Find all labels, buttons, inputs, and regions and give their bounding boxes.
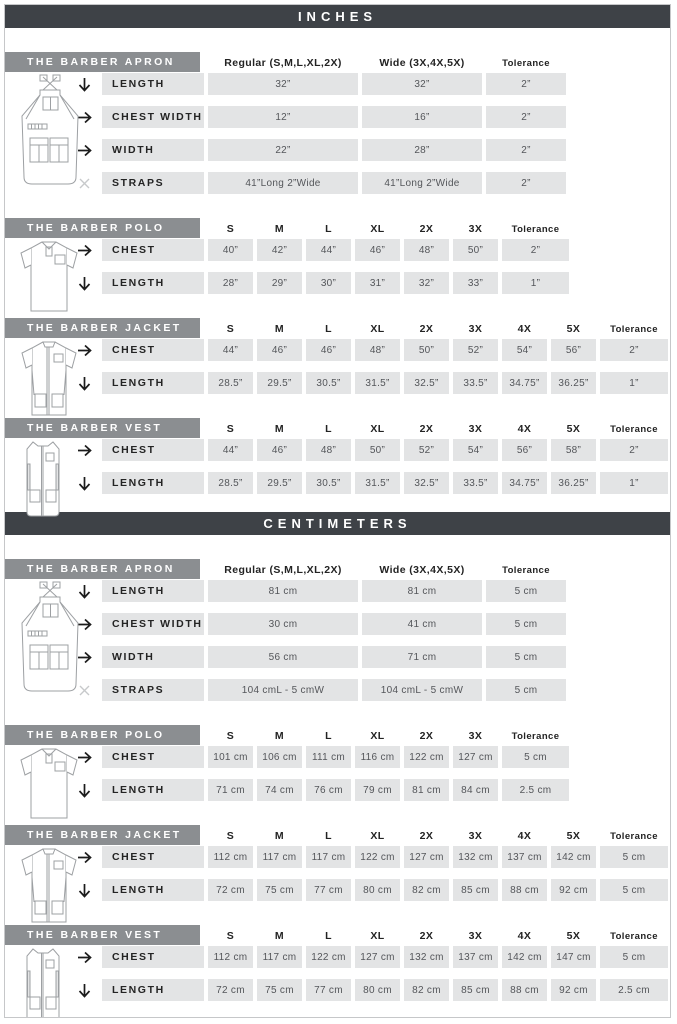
section-the-barber-vest-inches xyxy=(5,418,670,494)
column-header-xl: XL xyxy=(370,730,385,742)
column-header-3x: 3X xyxy=(468,730,483,742)
size-cell: 42” xyxy=(257,239,302,261)
size-cell: 56” xyxy=(551,339,596,361)
column-header-l: L xyxy=(325,323,332,335)
size-row-length xyxy=(70,272,670,294)
size-cell: 117 cm xyxy=(257,946,302,968)
section-title: THE BARBER JACKET xyxy=(5,825,200,845)
section-the-barber-apron-inches xyxy=(5,52,670,194)
row-label: STRAPS xyxy=(102,172,204,194)
size-row-straps xyxy=(70,679,670,701)
column-header-regular-s-m-l-xl-2x: Regular (S,M,L,XL,2X) xyxy=(224,57,342,69)
section-title: THE BARBER VEST xyxy=(5,925,200,945)
column-header-l: L xyxy=(325,730,332,742)
size-cell: 77 cm xyxy=(306,879,351,901)
size-cell: 112 cm xyxy=(208,946,253,968)
size-cell: 48” xyxy=(306,439,351,461)
size-cell: 81 cm xyxy=(404,779,449,801)
column-header-xl: XL xyxy=(370,423,385,435)
size-row-chest xyxy=(70,846,670,868)
size-cell: 2” xyxy=(502,239,569,261)
size-cell: 75 cm xyxy=(257,979,302,1001)
size-cell: 127 cm xyxy=(453,746,498,768)
size-cell: 29.5” xyxy=(257,372,302,394)
jacket-illustration xyxy=(17,340,81,420)
column-header-xl: XL xyxy=(370,323,385,335)
section-header-row xyxy=(27,418,670,438)
size-cell: 122 cm xyxy=(404,746,449,768)
size-cell: 132 cm xyxy=(404,946,449,968)
size-cell: 142 cm xyxy=(551,846,596,868)
arrow-down-icon xyxy=(70,472,98,494)
size-cell: 30 cm xyxy=(208,613,358,635)
size-cell: 46” xyxy=(355,239,400,261)
size-cell: 29” xyxy=(257,272,302,294)
size-cell: 22” xyxy=(208,139,358,161)
apron-illustration xyxy=(17,74,83,188)
row-label: CHEST WIDTH xyxy=(102,106,204,128)
size-cell: 28.5” xyxy=(208,472,253,494)
arrow-right-icon xyxy=(70,946,98,968)
size-row-length xyxy=(70,472,670,494)
column-header-m: M xyxy=(274,830,285,842)
size-cell: 80 cm xyxy=(355,879,400,901)
column-header-s: S xyxy=(226,223,235,235)
size-cell: 28” xyxy=(208,272,253,294)
size-cell: 71 cm xyxy=(208,779,253,801)
section-the-barber-polo-centimeters xyxy=(5,725,670,801)
section-title: THE BARBER VEST xyxy=(5,418,200,438)
column-header-2x: 2X xyxy=(419,730,434,742)
row-label: WIDTH xyxy=(102,139,204,161)
size-cell: 2.5 cm xyxy=(502,779,569,801)
size-cell: 104 cmL - 5 cmW xyxy=(362,679,482,701)
size-cell: 132 cm xyxy=(453,846,498,868)
row-label: LENGTH xyxy=(102,73,204,95)
size-cell: 92 cm xyxy=(551,979,596,1001)
size-cell: 2” xyxy=(600,439,668,461)
column-header-2x: 2X xyxy=(419,323,434,335)
row-label: CHEST xyxy=(102,239,204,261)
size-cell: 81 cm xyxy=(362,580,482,602)
section-the-barber-vest-centimeters xyxy=(5,925,670,1001)
column-header-l: L xyxy=(325,423,332,435)
column-header-tolerance: Tolerance xyxy=(610,424,658,435)
column-header-5x: 5X xyxy=(566,830,581,842)
size-row-chest xyxy=(70,946,670,968)
size-cell: 81 cm xyxy=(208,580,358,602)
apron-illustration xyxy=(17,581,83,695)
size-cell: 92 cm xyxy=(551,879,596,901)
size-cell: 5 cm xyxy=(486,613,566,635)
polo-illustration xyxy=(17,747,81,823)
size-cell: 44” xyxy=(208,339,253,361)
row-label: LENGTH xyxy=(102,472,204,494)
column-header-4x: 4X xyxy=(517,423,532,435)
section-header-row xyxy=(27,218,670,238)
size-cell: 82 cm xyxy=(404,979,449,1001)
column-header-m: M xyxy=(274,730,285,742)
size-cell: 80 cm xyxy=(355,979,400,1001)
size-cell: 122 cm xyxy=(306,946,351,968)
size-row-length xyxy=(70,779,670,801)
size-cell: 5 cm xyxy=(600,879,668,901)
column-header-xl: XL xyxy=(370,930,385,942)
size-cell: 2” xyxy=(600,339,668,361)
size-row-length xyxy=(70,979,670,1001)
size-cell: 127 cm xyxy=(355,946,400,968)
size-row-length xyxy=(70,879,670,901)
size-row-width xyxy=(70,139,670,161)
section-the-barber-apron-centimeters xyxy=(5,559,670,701)
size-cell: 5 cm xyxy=(600,846,668,868)
size-cell: 77 cm xyxy=(306,979,351,1001)
size-row-chest-width xyxy=(70,613,670,635)
column-header-2x: 2X xyxy=(419,223,434,235)
size-cell: 122 cm xyxy=(355,846,400,868)
size-cell: 44” xyxy=(306,239,351,261)
size-cell: 76 cm xyxy=(306,779,351,801)
size-cell: 46” xyxy=(257,339,302,361)
size-cell: 117 cm xyxy=(306,846,351,868)
size-cell: 30” xyxy=(306,272,351,294)
size-cell: 48” xyxy=(355,339,400,361)
column-header-s: S xyxy=(226,323,235,335)
row-label: LENGTH xyxy=(102,779,204,801)
section-title: THE BARBER APRON xyxy=(5,52,200,72)
column-header-4x: 4X xyxy=(517,830,532,842)
size-cell: 71 cm xyxy=(362,646,482,668)
section-title: THE BARBER APRON xyxy=(5,559,200,579)
column-header-2x: 2X xyxy=(419,930,434,942)
size-cell: 72 cm xyxy=(208,879,253,901)
size-cell: 1” xyxy=(502,272,569,294)
size-cell: 85 cm xyxy=(453,879,498,901)
size-cell: 32” xyxy=(362,73,482,95)
column-header-wide-3x-4x-5x: Wide (3X,4X,5X) xyxy=(379,564,465,576)
size-cell: 33” xyxy=(453,272,498,294)
size-cell: 52” xyxy=(453,339,498,361)
column-header-3x: 3X xyxy=(468,423,483,435)
column-header-s: S xyxy=(226,423,235,435)
size-cell: 16” xyxy=(362,106,482,128)
size-cell: 36.25” xyxy=(551,372,596,394)
section-header-row xyxy=(27,318,670,338)
size-cell: 50” xyxy=(404,339,449,361)
size-row-chest xyxy=(70,746,670,768)
arrow-right-icon xyxy=(70,439,98,461)
row-label: LENGTH xyxy=(102,372,204,394)
size-cell: 2” xyxy=(486,73,566,95)
size-cell: 31.5” xyxy=(355,372,400,394)
size-cell: 84 cm xyxy=(453,779,498,801)
size-cell: 82 cm xyxy=(404,879,449,901)
size-cell: 30.5” xyxy=(306,372,351,394)
size-cell: 36.25” xyxy=(551,472,596,494)
size-cell: 2.5 cm xyxy=(600,979,668,1001)
size-cell: 56” xyxy=(502,439,547,461)
size-cell: 2” xyxy=(486,139,566,161)
size-cell: 44” xyxy=(208,439,253,461)
page xyxy=(4,4,671,1018)
size-cell: 5 cm xyxy=(486,646,566,668)
vest-illustration xyxy=(17,440,69,520)
size-cell: 34.75” xyxy=(502,372,547,394)
size-cell: 12” xyxy=(208,106,358,128)
size-row-length xyxy=(70,73,670,95)
size-cell: 5 cm xyxy=(600,946,668,968)
size-cell: 112 cm xyxy=(208,846,253,868)
section-title: THE BARBER POLO xyxy=(5,725,200,745)
size-row-length xyxy=(70,372,670,394)
size-cell: 33.5” xyxy=(453,472,498,494)
polo-illustration xyxy=(17,240,81,316)
column-header-4x: 4X xyxy=(517,930,532,942)
size-cell: 116 cm xyxy=(355,746,400,768)
size-cell: 74 cm xyxy=(257,779,302,801)
column-header-2x: 2X xyxy=(419,830,434,842)
row-label: WIDTH xyxy=(102,646,204,668)
size-cell: 40” xyxy=(208,239,253,261)
row-label: CHEST WIDTH xyxy=(102,613,204,635)
size-cell: 137 cm xyxy=(502,846,547,868)
column-header-3x: 3X xyxy=(468,930,483,942)
jacket-illustration xyxy=(17,847,81,927)
section-header-row xyxy=(27,559,670,579)
size-cell: 33.5” xyxy=(453,372,498,394)
size-cell: 50” xyxy=(355,439,400,461)
row-label: STRAPS xyxy=(102,679,204,701)
size-cell: 48” xyxy=(404,239,449,261)
size-cell: 88 cm xyxy=(502,879,547,901)
size-cell: 56 cm xyxy=(208,646,358,668)
size-cell: 41”Long 2”Wide xyxy=(208,172,358,194)
column-header-m: M xyxy=(274,423,285,435)
row-label: LENGTH xyxy=(102,272,204,294)
size-cell: 88 cm xyxy=(502,979,547,1001)
column-header-l: L xyxy=(325,223,332,235)
section-header-row xyxy=(27,725,670,745)
row-label: CHEST xyxy=(102,746,204,768)
size-cell: 117 cm xyxy=(257,846,302,868)
section-header-row xyxy=(27,52,670,72)
column-header-m: M xyxy=(274,930,285,942)
row-label: LENGTH xyxy=(102,580,204,602)
column-header-xl: XL xyxy=(370,223,385,235)
unit-header-centimeters: CENTIMETERS xyxy=(5,512,670,535)
column-header-tolerance: Tolerance xyxy=(511,224,560,235)
column-header-4x: 4X xyxy=(517,323,532,335)
size-cell: 32” xyxy=(404,272,449,294)
size-cell: 142 cm xyxy=(502,946,547,968)
size-cell: 75 cm xyxy=(257,879,302,901)
section-the-barber-jacket-centimeters xyxy=(5,825,670,901)
row-label: LENGTH xyxy=(102,879,204,901)
size-cell: 32.5” xyxy=(404,372,449,394)
column-header-tolerance: Tolerance xyxy=(610,931,658,942)
size-row-chest xyxy=(70,439,670,461)
column-header-5x: 5X xyxy=(566,323,581,335)
section-the-barber-polo-inches xyxy=(5,218,670,294)
column-header-l: L xyxy=(325,930,332,942)
column-header-tolerance: Tolerance xyxy=(502,565,550,576)
column-header-5x: 5X xyxy=(566,930,581,942)
row-label: CHEST xyxy=(102,846,204,868)
size-cell: 101 cm xyxy=(208,746,253,768)
section-title: THE BARBER POLO xyxy=(5,218,200,238)
column-header-m: M xyxy=(274,223,285,235)
size-cell: 30.5” xyxy=(306,472,351,494)
row-label: LENGTH xyxy=(102,979,204,1001)
column-header-m: M xyxy=(274,323,285,335)
size-row-width xyxy=(70,646,670,668)
size-cell: 127 cm xyxy=(404,846,449,868)
column-header-wide-3x-4x-5x: Wide (3X,4X,5X) xyxy=(379,57,465,69)
size-cell: 1” xyxy=(600,472,668,494)
section-the-barber-jacket-inches xyxy=(5,318,670,394)
size-cell: 28” xyxy=(362,139,482,161)
size-cell: 32.5” xyxy=(404,472,449,494)
size-cell: 52” xyxy=(404,439,449,461)
size-cell: 5 cm xyxy=(502,746,569,768)
section-header-row xyxy=(27,925,670,945)
size-cell: 32” xyxy=(208,73,358,95)
size-row-chest xyxy=(70,239,670,261)
size-cell: 41 cm xyxy=(362,613,482,635)
column-header-s: S xyxy=(226,730,235,742)
size-cell: 50” xyxy=(453,239,498,261)
size-cell: 106 cm xyxy=(257,746,302,768)
size-cell: 58” xyxy=(551,439,596,461)
column-header-tolerance: Tolerance xyxy=(502,58,550,69)
section-title: THE BARBER JACKET xyxy=(5,318,200,338)
size-row-length xyxy=(70,580,670,602)
size-cell: 104 cmL - 5 cmW xyxy=(208,679,358,701)
row-label: CHEST xyxy=(102,439,204,461)
size-cell: 29.5” xyxy=(257,472,302,494)
size-cell: 5 cm xyxy=(486,580,566,602)
column-header-5x: 5X xyxy=(566,423,581,435)
column-header-3x: 3X xyxy=(468,223,483,235)
column-header-s: S xyxy=(226,830,235,842)
size-cell: 147 cm xyxy=(551,946,596,968)
size-cell: 85 cm xyxy=(453,979,498,1001)
size-cell: 2” xyxy=(486,172,566,194)
size-cell: 46” xyxy=(257,439,302,461)
column-header-tolerance: Tolerance xyxy=(610,324,658,335)
size-row-chest-width xyxy=(70,106,670,128)
column-header-3x: 3X xyxy=(468,830,483,842)
unit-header-inches: INCHES xyxy=(5,5,670,28)
size-cell: 1” xyxy=(600,372,668,394)
column-header-2x: 2X xyxy=(419,423,434,435)
column-header-tolerance: Tolerance xyxy=(511,731,560,742)
size-cell: 137 cm xyxy=(453,946,498,968)
size-cell: 5 cm xyxy=(486,679,566,701)
size-cell: 46” xyxy=(306,339,351,361)
size-row-chest xyxy=(70,339,670,361)
size-cell: 72 cm xyxy=(208,979,253,1001)
column-header-s: S xyxy=(226,930,235,942)
column-header-l: L xyxy=(325,830,332,842)
vest-illustration xyxy=(17,947,69,1018)
size-cell: 79 cm xyxy=(355,779,400,801)
size-cell: 28.5” xyxy=(208,372,253,394)
column-header-xl: XL xyxy=(370,830,385,842)
size-cell: 111 cm xyxy=(306,746,351,768)
size-cell: 34.75” xyxy=(502,472,547,494)
row-label: CHEST xyxy=(102,339,204,361)
size-cell: 31.5” xyxy=(355,472,400,494)
size-cell: 2” xyxy=(486,106,566,128)
size-cell: 31” xyxy=(355,272,400,294)
size-cell: 54” xyxy=(453,439,498,461)
column-header-3x: 3X xyxy=(468,323,483,335)
column-header-tolerance: Tolerance xyxy=(610,831,658,842)
size-row-straps xyxy=(70,172,670,194)
row-label: CHEST xyxy=(102,946,204,968)
size-cell: 54” xyxy=(502,339,547,361)
size-cell: 41”Long 2”Wide xyxy=(362,172,482,194)
section-header-row xyxy=(27,825,670,845)
column-header-regular-s-m-l-xl-2x: Regular (S,M,L,XL,2X) xyxy=(224,564,342,576)
arrow-down-icon xyxy=(70,979,98,1001)
